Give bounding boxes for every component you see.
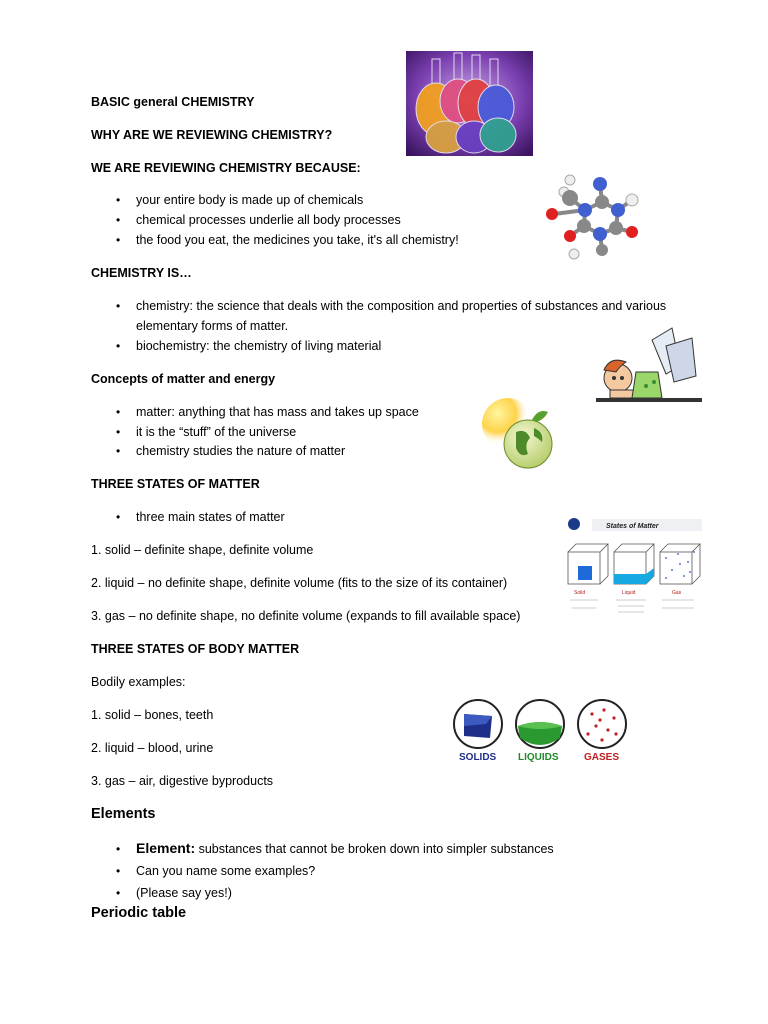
molecule-image [540, 170, 645, 262]
element-definition: substances that cannot be broken down into simpler substances [195, 842, 554, 856]
bodily-examples-label: Bodily examples: [91, 675, 186, 689]
scientist-cartoon-image [596, 326, 704, 412]
body-matter-heading: THREE STATES OF BODY MATTER [91, 642, 300, 656]
concepts-heading: Concepts of matter and energy [91, 372, 276, 386]
why-question: WHY ARE WE REVIEWING CHEMISTRY? [91, 128, 333, 142]
state-gas: 3. gas – no definite shape, no definite volume (expands to fill available space) [91, 609, 521, 623]
state-liquid: 2. liquid – no definite shape, definite volume (fits to the size of its container) [91, 576, 508, 590]
bullet: • [116, 864, 121, 878]
bullet: • [116, 886, 121, 900]
states-figure-label-liquid: Liquid [622, 590, 636, 596]
list-item: (Please say yes!) [136, 886, 232, 900]
list-item: your entire body is made up of chemicals [136, 193, 364, 207]
list-item: matter: anything that has mass and takes up space [136, 405, 419, 419]
states-figure-title: States of Matter [606, 523, 659, 530]
bullet: • [116, 444, 121, 458]
bullet: • [116, 842, 121, 856]
periodic-table-heading: Periodic table [91, 905, 187, 921]
body-solid: 1. solid – bones, teeth [91, 708, 214, 722]
list-item: it is the “stuff” of the universe [136, 425, 297, 439]
list-item: Can you name some examples? [136, 864, 316, 878]
states-figure-label-solid: Solid [574, 590, 586, 596]
bullet: • [116, 339, 121, 353]
circle-label-gases: GASES [584, 752, 620, 763]
list-item: chemistry studies the nature of matter [136, 444, 346, 458]
element-term: Element: [136, 840, 196, 856]
circle-label-liquids: LIQUIDS [518, 752, 559, 763]
flasks-image [406, 51, 533, 156]
earth-image [482, 398, 562, 474]
solids-liquids-gases-figure [448, 696, 632, 766]
state-solid: 1. solid – definite shape, definite volume [91, 543, 314, 557]
list-item-continuation: elementary forms of matter. [136, 319, 289, 333]
because-heading: WE ARE REVIEWING CHEMISTRY BECAUSE: [91, 161, 361, 175]
bullet: • [116, 405, 121, 419]
document-title: BASIC general CHEMISTRY [91, 95, 255, 109]
bullet: • [116, 425, 121, 439]
bullet: • [116, 213, 121, 227]
body-gas: 3. gas – air, digestive byproducts [91, 774, 274, 788]
list-item: chemical processes underlie all body processes [136, 213, 401, 227]
list-item [136, 840, 554, 857]
bullet: • [116, 299, 121, 313]
bullet: • [116, 233, 121, 247]
circle-label-solids: SOLIDS [459, 752, 497, 763]
list-item: three main states of matter [136, 510, 285, 524]
elements-heading: Elements [91, 806, 156, 822]
chemistry-is-heading: CHEMISTRY IS… [91, 266, 192, 280]
list-item: the food you eat, the medicines you take, it's all chemistry! [136, 233, 459, 247]
list-item: chemistry: the science that deals with the composition and properties of substances and various [136, 299, 667, 313]
body-liquid: 2. liquid – blood, urine [91, 741, 214, 755]
three-states-heading: THREE STATES OF MATTER [91, 477, 260, 491]
list-item: biochemistry: the chemistry of living material [136, 339, 382, 353]
states-figure-label-gas: Gas [672, 590, 682, 596]
bullet: • [116, 510, 121, 524]
bullet: • [116, 193, 121, 207]
states-of-matter-figure [562, 512, 704, 622]
